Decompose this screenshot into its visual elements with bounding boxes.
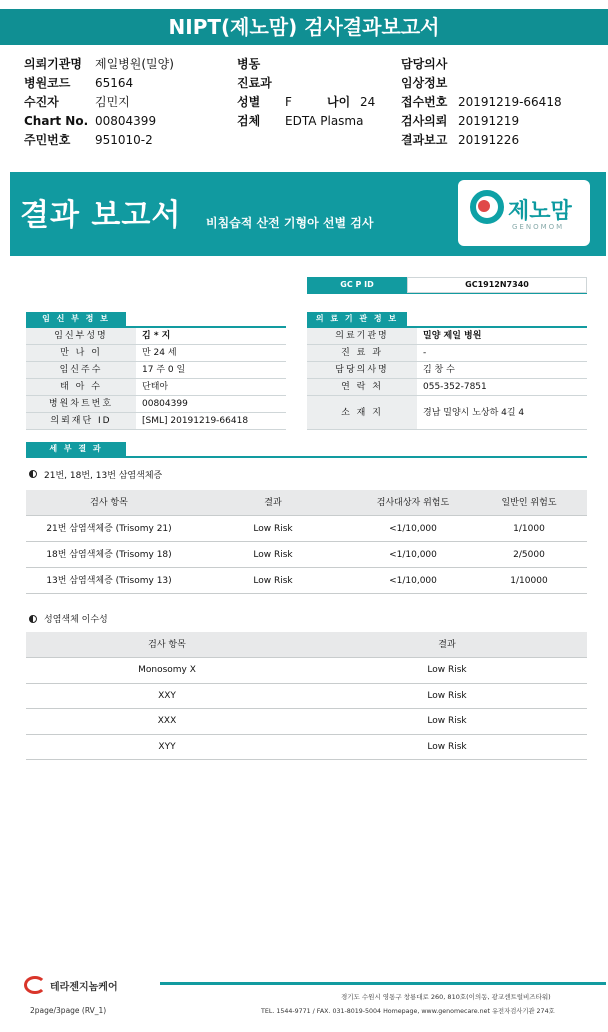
header-field-label: 병동: [237, 57, 261, 71]
header-field-value: EDTA Plasma: [285, 114, 364, 128]
info-row-value: 00804399: [142, 399, 188, 409]
header-field-value: 65164: [95, 76, 134, 90]
info-row: [26, 328, 286, 345]
header-field: [24, 112, 156, 131]
table-cell: Low Risk: [253, 576, 293, 586]
info-row: [307, 328, 587, 345]
header-field-value: 20191219: [458, 114, 520, 128]
header-field-value: 20191219-66418: [458, 95, 562, 109]
header-field: [401, 74, 458, 93]
info-row-value: 단태아: [142, 382, 169, 392]
trisomy-section-title: 21번, 18번, 13번 삼염색체증: [44, 471, 163, 481]
table-cell: XYY: [158, 741, 176, 752]
info-row-label: 소 재 지: [307, 396, 417, 429]
half-circle-bullet-icon: [29, 615, 37, 623]
pregnant-info-tag: 임 신 부 정 보: [26, 312, 126, 326]
info-row: [26, 396, 286, 413]
info-row-label: 진 료 과: [307, 345, 417, 361]
table-cell: <1/10,000: [389, 576, 437, 586]
table-cell: Low Risk: [427, 690, 467, 701]
header-field-label: 검사의뢰: [401, 114, 448, 128]
header-field-label: 임상정보: [401, 76, 448, 90]
info-row-label: 연 락 처: [307, 379, 417, 395]
info-row-value: 경남 밀양시 노상하 4길 4: [423, 408, 525, 418]
table-cell: Low Risk: [253, 550, 293, 560]
gcpid-label: GC P ID: [307, 277, 407, 293]
header-field: [401, 131, 519, 150]
header-field-label: 의뢰기관명: [24, 57, 82, 71]
header-field-label: 담당의사: [401, 57, 448, 71]
info-row-label: 태 아 수: [26, 379, 136, 395]
info-row: [26, 379, 286, 396]
header-field: [24, 74, 133, 93]
table-cell: Low Risk: [253, 524, 293, 534]
trisomy-results-table: [26, 490, 587, 594]
table-row: [26, 658, 587, 684]
pregnant-info-table: [26, 328, 286, 432]
info-row-value: 밀양 제일 병원: [423, 331, 482, 341]
header-field-label: 주민번호: [24, 133, 71, 147]
info-row-label: 임신주수: [26, 362, 136, 378]
table-row: [26, 735, 587, 761]
institution-info-table: [307, 328, 587, 432]
banner-subtitle: 비침습적 산전 기형아 선별 검사: [206, 216, 374, 230]
info-row: [307, 379, 587, 396]
table-cell: <1/10,000: [389, 550, 437, 560]
info-row-label: 임신부성명: [26, 328, 136, 344]
table-cell: Monosomy X: [138, 665, 196, 675]
header-field-label: 검체: [237, 114, 261, 128]
info-row: [307, 396, 587, 430]
info-row-value: 만 24 세: [142, 348, 177, 358]
header-field-value: 951010-2: [95, 133, 153, 147]
info-row-label: 의료기관명: [307, 328, 417, 344]
info-row: [26, 413, 286, 430]
header-field-label: 진료과: [237, 76, 272, 90]
institution-info-tag: 의 료 기 관 정 보: [307, 312, 407, 326]
table-cell: 21번 삼염색체증 (Trisomy 21): [46, 524, 172, 534]
table-row: [26, 568, 587, 594]
table-cell: XXY: [158, 690, 176, 701]
table-cell: Low Risk: [427, 665, 467, 675]
info-row-value: 김 * 지: [142, 331, 171, 341]
gcpid-value: GC1912N7340: [407, 277, 587, 293]
gcpid-divider: [307, 293, 587, 294]
table-cell: Low Risk: [427, 716, 467, 726]
header-field-label: 성별: [237, 95, 261, 109]
table-row: [26, 684, 587, 710]
header-field-label: 접수번호: [401, 95, 448, 109]
age-field: 나이 24: [327, 95, 376, 109]
table-cell: 1/10000: [510, 576, 548, 586]
sex-chromosome-results-table: [26, 632, 587, 762]
table-header-row: [26, 632, 587, 658]
page-number: 2page/3page (RV_1): [30, 1006, 107, 1015]
header-field: [24, 93, 130, 112]
table-header-row: [26, 490, 587, 516]
info-row: [307, 362, 587, 379]
sex-chromosome-section-title: 성염색체 이수성: [44, 615, 108, 625]
table-row: [26, 516, 587, 542]
info-row-label: 의뢰재단 ID: [26, 413, 136, 429]
header-field-label: 결과보고: [401, 133, 448, 147]
half-circle-bullet-icon: [29, 470, 37, 478]
company-contact: TEL. 1544-9771 / FAX. 031-8019-5004 Homepage, www.genomecare.net 유전자검사기관 274호: [261, 1008, 555, 1015]
table-row: [26, 709, 587, 735]
header-field-value: F: [285, 95, 292, 109]
header-field-label: Chart No.: [24, 114, 89, 128]
table-row: [26, 542, 587, 568]
header-field-value: 김민지: [95, 95, 130, 109]
header-field: [237, 93, 292, 112]
info-row-label: 만 나 이: [26, 345, 136, 361]
header-field: [237, 112, 363, 131]
column-header: 검사 항목: [148, 640, 186, 650]
header-field-label: 수진자: [24, 95, 59, 109]
header-field: [401, 112, 519, 131]
header-field: [401, 93, 562, 112]
header-field-value: 20191226: [458, 133, 520, 147]
column-header: 결과: [438, 640, 456, 650]
company-name: 테라젠지놈케어: [50, 982, 118, 993]
table-cell: 2/5000: [513, 550, 545, 560]
info-row-value: 17 주 0 일: [142, 365, 186, 375]
header-field: [24, 55, 174, 74]
company-address: 경기도 수원시 영통구 창룡대로 260, 810호(이의동, 광교센트럴비즈타워): [341, 993, 551, 1001]
header-field: [237, 55, 285, 74]
detail-results-tag: 세 부 결 과: [26, 442, 126, 456]
header-field-value: 00804399: [95, 114, 157, 128]
info-row-value: 김 창 수: [423, 365, 455, 375]
footer-divider: [160, 982, 606, 985]
table-cell: 13번 삼염색체증 (Trisomy 13): [46, 576, 172, 586]
company-logo-icon: [24, 976, 46, 994]
logo-subtext: GENOMOM: [512, 223, 565, 231]
info-row: [26, 362, 286, 379]
info-row-value: [SML] 20191219-66418: [142, 416, 249, 426]
table-cell: Low Risk: [427, 741, 467, 752]
column-header: 결과: [264, 498, 282, 508]
info-row-value: 055-352-7851: [423, 382, 487, 392]
column-header: 검사 항목: [90, 498, 128, 508]
header-field-value: 제일병원(밀양): [95, 57, 174, 71]
header-field: [401, 55, 458, 74]
banner-title: 결과 보고서: [20, 198, 182, 233]
report-title: NIPT(제노맘) 검사결과보고서: [0, 9, 608, 45]
info-row: [26, 345, 286, 362]
detail-results-divider: [26, 456, 587, 458]
info-row: [307, 345, 587, 362]
logo-baby-icon: [478, 200, 490, 212]
header-field: [237, 74, 285, 93]
info-row-label: 담당의사명: [307, 362, 417, 378]
table-cell: <1/10,000: [389, 524, 437, 534]
header-field: [24, 131, 153, 150]
info-row-label: 병원차트번호: [26, 396, 136, 412]
logo-text: 제노맘: [508, 199, 572, 224]
table-cell: XXX: [157, 716, 177, 726]
column-header: 검사대상자 위험도: [376, 498, 450, 508]
table-cell: 18번 삼염색체증 (Trisomy 18): [46, 550, 172, 560]
header-field-label: 병원코드: [24, 76, 71, 90]
table-cell: 1/1000: [513, 524, 545, 534]
column-header: 일반인 위험도: [501, 498, 557, 508]
info-row-value: -: [423, 348, 427, 358]
